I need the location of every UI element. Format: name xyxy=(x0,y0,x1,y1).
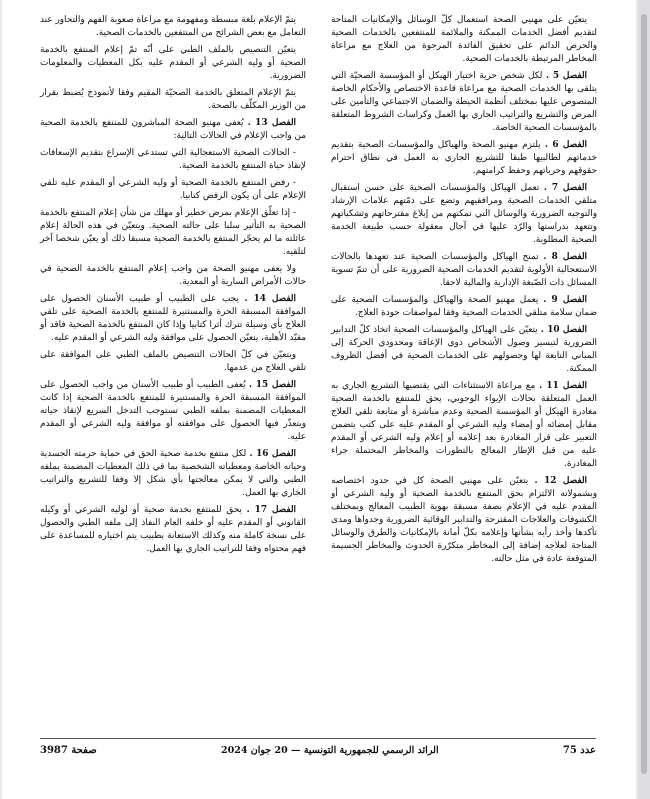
article-paragraph xyxy=(40,504,306,556)
article-text: يتمّ الإعلام المتعلق بالخدمة الصحيّة المقيم وفقا لأنموذج يُضبط بقرار من الوزير المكلّف بالصحة. xyxy=(40,88,306,111)
scrollbar-thumb[interactable] xyxy=(641,14,647,774)
article-paragraph xyxy=(40,14,306,40)
article-paragraph xyxy=(40,293,306,345)
page-number: صفحة 3987 xyxy=(40,744,97,756)
article-paragraph xyxy=(40,117,306,143)
article-heading: الفصل 5 . xyxy=(545,71,588,81)
article-paragraph xyxy=(40,207,306,259)
article-paragraph xyxy=(331,70,597,135)
article-text: يُعفى مهنيو الصحة المباشرون للمنتفع بالخدمة الصحية من واجب الإعلام في الحالات التالية: xyxy=(40,118,306,141)
article-text: تمنح الهياكل والمؤسسات الصحية عند تعهدها بالحالات الاستعجالية الأولوية لتقديم الخدمات الصحية الضرورية على أن تتمّ تسوية المسائل ذات الصّبغة الإدارية والمالية لاحقا. xyxy=(331,252,597,288)
article-heading: الفصل 13 . xyxy=(247,118,297,128)
article-text: يلتزم مهنيو الصحة والهياكل والمؤسسات الصحية بتقديم خدماتهم لطالبيها طبقا للتشريع الجاري به العمل في نطاق احترام حقوقهم وحرياتهم وحفظ كرامتهم. xyxy=(331,140,597,176)
article-text: لكل منتفع بخدمة صحية الحق في حماية حرمته الجسدية وحياته الخاصة ومعطياته الشخصية بما في ذلك المعطيات المضمنة بملفه الطبي والتي لا يمكن معالجتها بأي شكل إلا وفقا للتشريع والتراتيب الجاري بها العمل. xyxy=(40,449,306,498)
article-text: يتعيّن على مهنيي الصحة كل في حدود اختصاصه وبشمولاته الالتزام بحق المنتفع بالخدمة الصحية أو وليه الشرعي أو المقدم عليه في الإعلام بصفة مسبقة بهوية الطبيب المعالج وبمختلف الكشوفات والعلاجات المقترحة والتدابير الوقائية الضرورية وجدواها ومدى تأكدها وأخذ رأيه بشأنها وإعلامه بكلّ أمانة بالإمكانيات والطرق والوسائل المتاحة لعلاجه إضافة إلى المخاطر متكرّرة الحدوث والمخاطر الجسيمة المتوقعة عادة في مثل حالته. xyxy=(331,476,597,564)
article-text: - الحالات الصحية الاستعجالية التي تستدعي الإسراع بتقديم الإسعافات لإنقاذ حياة المنتفع بالخدمة الصحية. xyxy=(40,148,306,171)
article-paragraph xyxy=(40,87,306,113)
article-text: يجب على الطبيب أو طبيب الأسنان الحصول على الموافقة المسبقة الحرة والمستنيرة للمنتفع بالخدمة الصحية على تلقي العلاج بأي وسيلة تترك أثرا كتابيا وإذا كان المنتفع بالخدمة الصحية فاقد أو مقيّد الأهلية، يتعيّن الحصول على موافقة وليه الشرعي أو المقدم عليه. xyxy=(40,294,306,343)
article-text: مع مراعاة الاستثناءات التي يقتضيها التشريع الجاري به العمل المتعلقة بحالات الإيواء الوجوبي، يحق للمنتفع بالخدمة الصحية مغادرة الهيكل أو المؤسسة الصحية وعدم مباشرة أو متابعة تلقي العلاج مقابل إمضائه أو إمضاء وليه الشرعي أو المقدم عليه على كتب يتضمن التعبير على قرار المغادرة بعد إعلامه أو إعلام وليه الشرعي أو المقدم عليه من قبل الإطار المعالج بالتطورات والمخاطر المحتملة جراء المغادرة. xyxy=(331,381,597,469)
document-page xyxy=(2,0,636,799)
article-heading: الفصل 17 . xyxy=(246,505,297,515)
issue-number: عدد 75 xyxy=(562,744,596,756)
article-paragraph xyxy=(40,147,306,173)
article-paragraph xyxy=(40,177,306,203)
footer-divider xyxy=(40,738,596,739)
article-paragraph xyxy=(331,380,597,471)
article-paragraph xyxy=(331,14,597,66)
article-heading: الفصل 12 . xyxy=(534,476,587,486)
article-text: يُعفى الطبيب أو طبيب الأسنان من واجب الحصول على الموافقة المسبقة الحرة والمستنيرة للمنتفع بالخدمة الصحية إذا كانت المعطيات المضمنة بملفه الطبي تستوجب التدخل السريع لإنقاذ حياته ويتعذّر فيها الحصول على موافقته أو موافقة وليه الشرعي أو المقدم عليه. xyxy=(40,380,306,442)
right-column xyxy=(331,14,597,570)
article-heading: الفصل 7 . xyxy=(543,183,587,193)
article-paragraph xyxy=(40,349,306,375)
article-heading: الفصل 16 . xyxy=(249,449,297,459)
article-paragraph xyxy=(40,379,306,444)
article-heading: الفصل 10 . xyxy=(540,325,587,335)
article-text: ويتعيّن في كلّ الحالات التنصيص بالملف الطبي على الموافقة على تلقي العلاج من عدمها. xyxy=(40,350,306,373)
article-text: تعمل الهياكل والمؤسسات الصحية على حسن استقبال متلقي الخدمات الصحية ومرافقيهم وتضع على ذمّتهم علامات الإرشاد والتوجيه الضرورية والوسائل التي تمكنهم من إبلاغ مقترحاتهم وتشكياتهم وتتعهد بدراستها والرّد عليها في آجال معقولة حسب طبيعة الخدمة الصحية المطلوبة. xyxy=(331,183,597,245)
article-paragraph xyxy=(40,448,306,500)
article-text: - إذا تعلّق الإعلام بمرض خطير أو مهلك من شأن إعلام المنتفع بالخدمة الصحية به التأثير سلبا على حالته الصحية. ويتعيّن في هذه الحالة إعلام عائلته ما لم يحجّر المنتفع بالخدمة الصحية مسبقا ذلك أو يعيّن شخصا آخر لتلقيه. xyxy=(40,208,306,257)
article-paragraph xyxy=(331,182,597,247)
article-paragraph xyxy=(40,263,306,289)
article-heading: الفصل 6 . xyxy=(544,140,588,150)
article-paragraph xyxy=(331,324,597,376)
article-text: يتعيّن على مهنيي الصحة استعمال كلّ الوسائل والإمكانيات المتاحة لتقديم أفضل الخدمات الممكنة والملائمة للمنتفعين بالخدمات الصحية والحرص الدائم على تحقيق الفائدة المرجوة من العلاج مع مراعاة المخاطر المرتبطة بالخدمات الصحية. xyxy=(331,15,597,64)
article-text: لكل شخص حرية اختيار الهيكل أو المؤسسة الصحيّة التي يتلقى بها الخدمات الصحية مع مراعاة قاعدة الاختصاص والأحكام الخاصة المنصوص عليها بمختلف أنظمة الحيطة والضمان الاجتماعي والتأمين على المرض والتشريع والتراتيب الجاري بها العمل وكراسات الشروط المتعلقة بالمؤسسات الصحية الخاصة. xyxy=(331,71,597,133)
article-paragraph xyxy=(40,44,306,83)
article-text: يتمّ الإعلام بلغة مبسطة ومفهومة مع مراعاة صعوبة الفهم والتحاور عند التعامل مع بعض الشرائح من المنتفعين بالخدمات الصحية. xyxy=(40,15,306,38)
article-heading: الفصل 14 . xyxy=(244,294,296,304)
vertical-scrollbar[interactable] xyxy=(638,0,650,799)
gazette-title-date: الرائد الرسمي للجمهورية التونسية — 20 جوان 2024 xyxy=(221,744,439,756)
article-heading: الفصل 9 . xyxy=(543,295,587,305)
page-footer xyxy=(40,742,596,758)
article-text: يتعيّن على الهياكل والمؤسسات الصحية اتخاذ كلّ التدابير الضرورية لتيسير وصول الأشخاص ذوي الإعاقة ومحدودي الحركة إلى المباني التابعة لها وحصولهم على الخدمات الصحية في أفضل الظروف الممكنة. xyxy=(331,325,597,374)
article-text: - رفض المنتفع بالخدمة الصحية أو وليه الشرعي أو المقدم عليه تلقي الإعلام على أن يكون الرفض كتابيا. xyxy=(40,178,306,201)
article-paragraph xyxy=(331,139,597,178)
article-heading: الفصل 8 . xyxy=(543,252,588,262)
article-text: يتعيّن التنصيص بالملف الطبي على أنّه تمّ إعلام المنتفع بالخدمة الصحية أو وليه الشرعي أو المقدم عليه بكل المعطيات والمعلومات الضرورية. xyxy=(40,45,306,81)
article-paragraph xyxy=(331,294,597,320)
article-heading: الفصل 11 . xyxy=(539,381,587,391)
article-heading: الفصل 15 . xyxy=(248,380,296,390)
left-column xyxy=(40,14,306,560)
article-text: يعمل مهنيو الصحة والهياكل والمؤسسات الصحية على ضمان سلامة متلقي الخدمات الصحية وفقا لمواصفات جودة العلاج. xyxy=(331,295,597,318)
article-paragraph xyxy=(331,251,597,290)
article-paragraph xyxy=(331,475,597,566)
article-text: يحق للمنتفع بخدمة صحية أو لوليه الشرعي أو وكيله القانوني أو المقدم عليه أو خلفه العام النفاذ إلى ملفه الطبي والحصول على نسخة كاملة منه وكذلك الاستعانة بطبيب يتم اختياره للمساعدة على فهم محتواه وفقا للتراتيب الجاري بها العمل. xyxy=(40,505,306,554)
article-text: ولا يعفى مهنيو الصحة من واجب إعلام المنتفع بالخدمة الصحية في حالات الأمراض السارية أو المعدية. xyxy=(40,264,306,287)
